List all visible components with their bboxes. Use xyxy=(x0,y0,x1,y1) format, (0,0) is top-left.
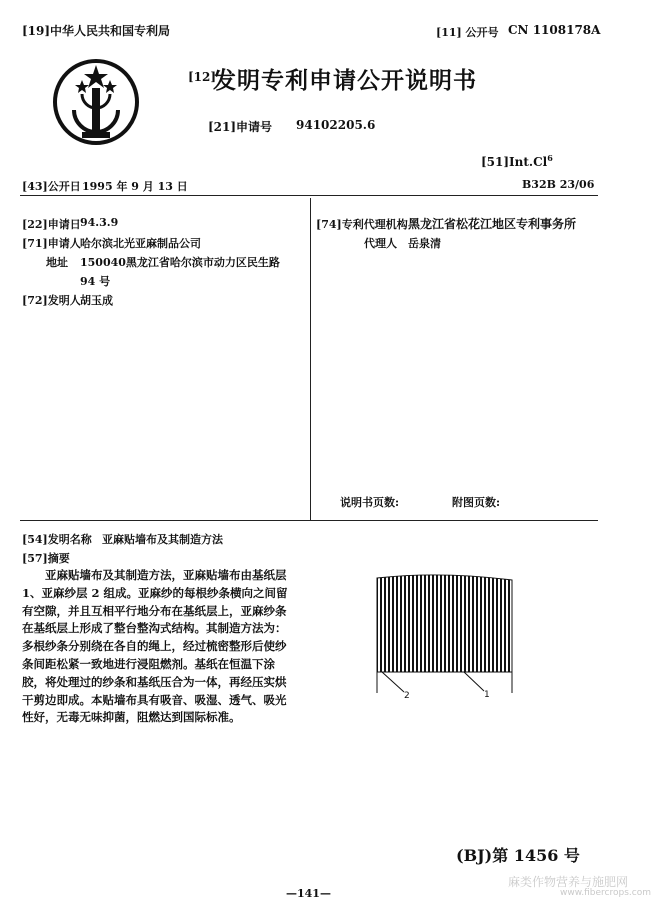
application-number-label: [21]申请号 xyxy=(208,120,273,134)
inventor-label: [72]发明人 xyxy=(22,294,81,307)
publication-date-label: [43]公开日 xyxy=(22,180,81,193)
int-cl-value: B32B 23/06 xyxy=(522,178,595,191)
header-divider xyxy=(20,195,598,196)
description-pages-label: 说明书页数: xyxy=(340,496,400,509)
application-number: 94102205.6 xyxy=(296,118,376,132)
abstract-line: 1、亚麻纱层 2 组成。亚麻纱的每根纱条横向之间留 xyxy=(22,585,288,600)
figure-label-1: 1 xyxy=(484,690,490,700)
figure-label-2: 2 xyxy=(404,691,410,701)
abstract-label: [57]摘要 xyxy=(22,552,70,565)
agency: 黑龙江省松花江地区专利事务所 xyxy=(408,217,577,231)
filing-date: 94.3.9 xyxy=(80,216,119,229)
bj-number: (BJ)第 1456 号 xyxy=(456,846,580,865)
address-line-2: 94 号 xyxy=(80,275,111,288)
address-label: 地址 xyxy=(46,256,68,269)
watermark-site-name: 麻类作物营养与施肥网 xyxy=(508,875,629,889)
filing-date-label: [22]申请日 xyxy=(22,218,81,231)
abstract-line: 胶，将处理过的纱条和基纸压合为一体，再经压实烘 xyxy=(22,674,287,689)
abstract-line: 多根纱条分别绕在各自的绳上，经过梳密整形后使纱 xyxy=(22,639,287,654)
agent-label: 代理人 xyxy=(364,237,397,250)
agent: 岳泉清 xyxy=(408,237,441,250)
biblio-divider xyxy=(20,520,598,521)
agency-label: [74]专利代理机构 xyxy=(316,218,408,231)
patent-office-emblem xyxy=(52,50,140,150)
document-type: 发明专利申请公开说明书 xyxy=(213,67,477,94)
abstract-line: 性好，无毒无味抑菌，阻燃达到国际标准。 xyxy=(22,710,241,725)
applicant: 哈尔滨北光亚麻制品公司 xyxy=(80,237,201,250)
figure-pages-label: 附图页数: xyxy=(452,496,501,509)
address-line-1: 150040黑龙江省哈尔滨市动力区民生路 xyxy=(80,256,280,269)
wallcovering-figure xyxy=(360,568,530,708)
publication-date: 1995 年 9 月 13 日 xyxy=(82,180,188,193)
abstract-line: 在基纸层上形成了整台整沟式结构。其制造方法为： xyxy=(22,621,287,636)
abstract-body xyxy=(22,567,288,727)
column-divider xyxy=(310,198,311,520)
document-type-code: [12] xyxy=(188,70,217,84)
publication-number: CN 1108178A xyxy=(508,23,601,37)
invention-title: 亚麻贴墙布及其制造方法 xyxy=(102,533,223,546)
patent-office: [19]中华人民共和国专利局 xyxy=(22,24,171,38)
page-number: —141— xyxy=(286,887,331,900)
invention-title-label: [54]发明名称 xyxy=(22,533,92,546)
watermark-url: www.fibercrops.com xyxy=(560,888,651,898)
abstract-line: 有空隙，并且互相平行地分布在基纸层上，亚麻纱条 xyxy=(22,603,287,618)
inventor: 胡玉成 xyxy=(80,294,113,307)
abstract-line: 条间距松紧一致地进行浸阻燃剂。基纸在恒温下涂 xyxy=(22,656,275,671)
publication-number-label: [11] 公开号 xyxy=(436,26,499,39)
abstract-line: 干剪边即成。本贴墙布具有吸音、吸湿、透气、吸光 xyxy=(22,692,287,707)
abstract-line: 亚麻贴墙布及其制造方法，亚麻贴墙布由基纸层 xyxy=(45,568,287,582)
applicant-label: [71]申请人 xyxy=(22,237,81,250)
int-cl-label: [51]Int.Cl$^6$ xyxy=(481,153,553,169)
